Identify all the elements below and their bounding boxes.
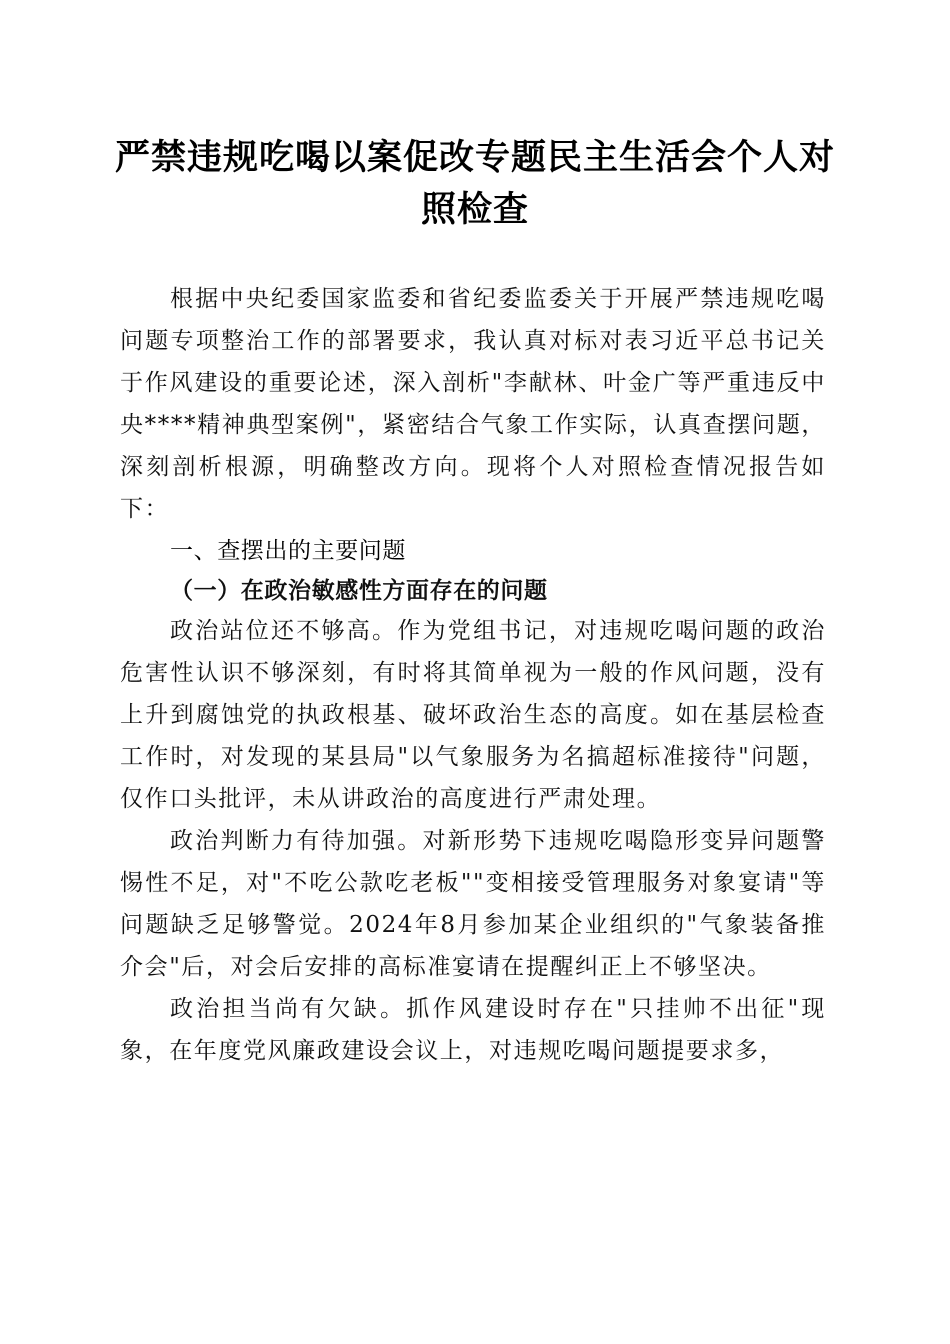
body-paragraph: 政治判断力有待加强。对新形势下违规吃喝隐形变异问题警惕性不足，对"不吃公款吃老板""变相接受管理服务对象宴请"等问题缺乏足够警觉。2024年8月参加某企业组织的"气象装备推介会"后，对会后安排的高标准宴请在提醒纠正上不够坚决。 — [120, 828, 826, 980]
section-heading: 一、查摆出的主要问题 — [170, 538, 406, 564]
document-title: 严禁违规吃喝以案促改专题民主生活会个人对照检查 — [114, 137, 835, 230]
document-body — [120, 278, 826, 1072]
intro-paragraph: 根据中央纪委国家监委和省纪委监委关于开展严禁违规吃喝问题专项整治工作的部署要求，我认真对标对表习近平总书记关于作风建设的重要论述，深入剖析"李献林、叶金广等严重违反中央****精神典型案例"，紧密结合气象工作实际，认真查摆问题，深刻剖析根源，明确整改方向。现将个人对照检查情况报告如下： — [120, 286, 826, 522]
body-paragraph: 政治担当尚有欠缺。抓作风建设时存在"只挂帅不出征"现象，在年度党风廉政建设会议上，对违规吃喝问题提要求多， — [120, 996, 826, 1064]
body-paragraph: 政治站位还不够高。作为党组书记，对违规吃喝问题的政治危害性认识不够深刻，有时将其简单视为一般的作风问题，没有上升到腐蚀党的执政根基、破坏政治生态的高度。如在基层检查工作时，对发现的某县局"以气象服务为名搞超标准接待"问题，仅作口头批评，未从讲政治的高度进行严肃处理。 — [120, 618, 826, 812]
subsection-heading: （一）在政治敏感性方面存在的问题 — [170, 577, 548, 604]
